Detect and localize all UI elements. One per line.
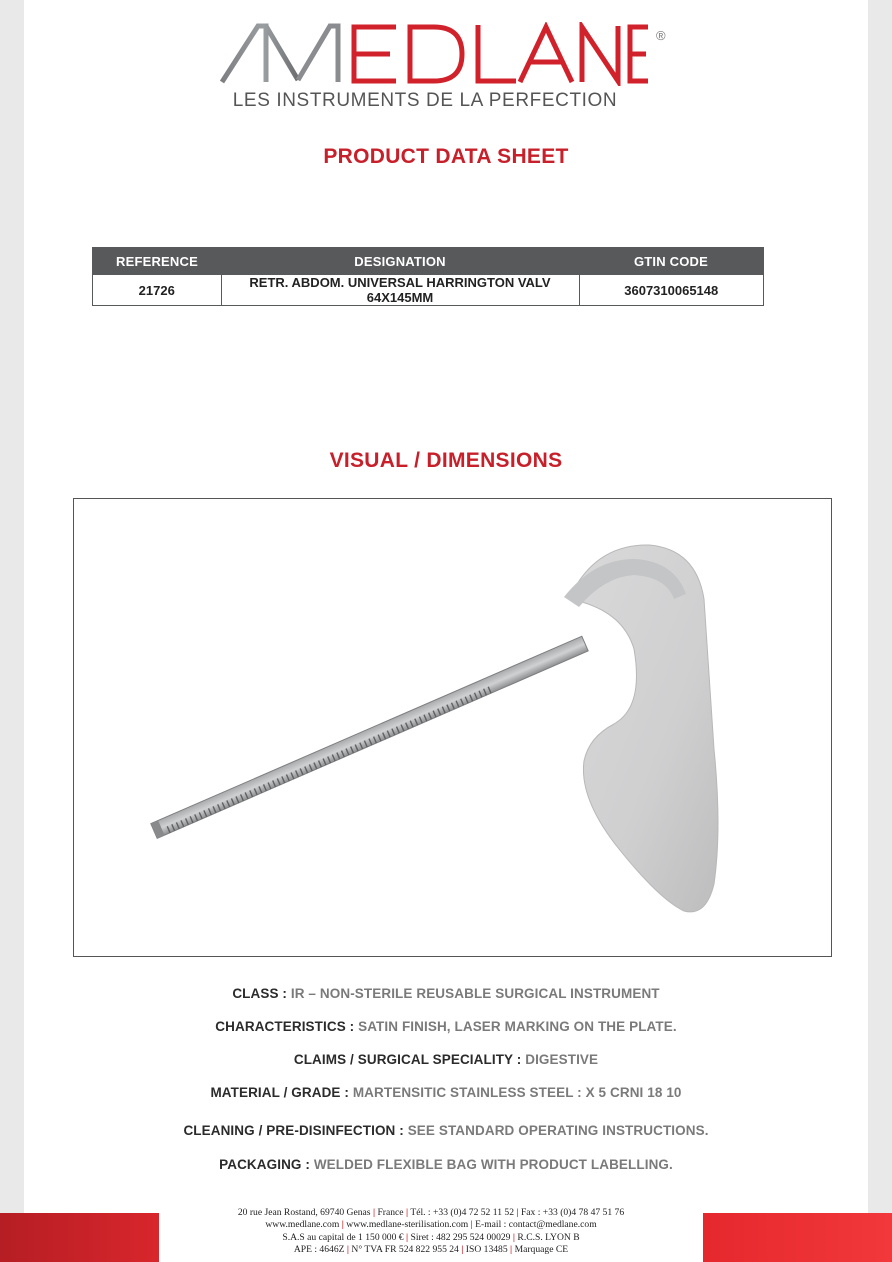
product-visual-box xyxy=(73,498,832,957)
spec-claims: CLAIMS / SURGICAL SPECIALITY : DIGESTIVE xyxy=(293,1052,599,1067)
visual-dimensions-title: VISUAL / DIMENSIONS xyxy=(329,449,563,472)
brand-tagline: LES INSTRUMENTS DE LA PERFECTION xyxy=(232,90,618,111)
footer-accent-bar-right xyxy=(703,1213,892,1262)
footer-accent-bar-left xyxy=(0,1213,159,1262)
footer-link-medlane[interactable]: www.medlane.com xyxy=(265,1219,340,1231)
page-title: PRODUCT DATA SHEET xyxy=(323,145,569,168)
company-footer xyxy=(170,1207,692,1257)
spec-class: CLASS : IR – NON-STERILE REUSABLE SURGICAL INSTRUMENT xyxy=(232,986,660,1001)
footer-line-web: www.medlane.com | www.medlane-sterilisation.com | E-mail : contact@medlane.com xyxy=(265,1219,597,1231)
product-reference-table xyxy=(92,247,764,306)
spec-characteristics: CHARACTERISTICS : SATIN FINISH, LASER MARKING ON THE PLATE. xyxy=(215,1019,677,1034)
table-header-row xyxy=(93,248,764,275)
spec-material: MATERIAL / GRADE : MARTENSITIC STAINLESS STEEL : X 5 CRNI 18 10 xyxy=(210,1085,682,1100)
cell-gtin: 3607310065148 xyxy=(579,275,764,306)
footer-line-legal: S.A.S au capital de 1 150 000 € | Siret : 482 295 524 00029 | R.C.S. LYON B xyxy=(282,1231,580,1243)
brand-logo xyxy=(200,20,670,120)
header-gtin: GTIN CODE xyxy=(579,248,764,275)
table-row xyxy=(93,275,764,306)
header-reference: REFERENCE xyxy=(93,248,222,275)
medlane-wordmark-logo xyxy=(220,22,650,86)
cell-reference: 21726 xyxy=(93,275,222,306)
footer-email[interactable]: E-mail : contact@medlane.com xyxy=(475,1219,597,1231)
footer-line-registration: APE : 4646Z | N° TVA FR 524 822 955 24 | ISO 13485 | Marquage CE xyxy=(293,1244,569,1256)
cell-designation: RETR. ABDOM. UNIVERSAL HARRINGTON VALV 64X145MM xyxy=(221,275,579,306)
header-designation: DESIGNATION xyxy=(221,248,579,275)
footer-link-sterilisation[interactable]: www.medlane-sterilisation.com xyxy=(346,1219,469,1231)
spec-cleaning: CLEANING / PRE-DISINFECTION : SEE STANDARD OPERATING INSTRUCTIONS. xyxy=(183,1123,709,1138)
footer-line-address: 20 rue Jean Rostand, 69740 Genas | France | Tél. : +33 (0)4 72 52 11 52 | Fax : +33 (0)4 78 47 51 76 xyxy=(237,1207,625,1218)
spec-packaging: PACKAGING : WELDED FLEXIBLE BAG WITH PRODUCT LABELLING. xyxy=(219,1157,673,1172)
harrington-retractor-image xyxy=(74,499,831,956)
registered-mark: ® xyxy=(656,28,666,43)
